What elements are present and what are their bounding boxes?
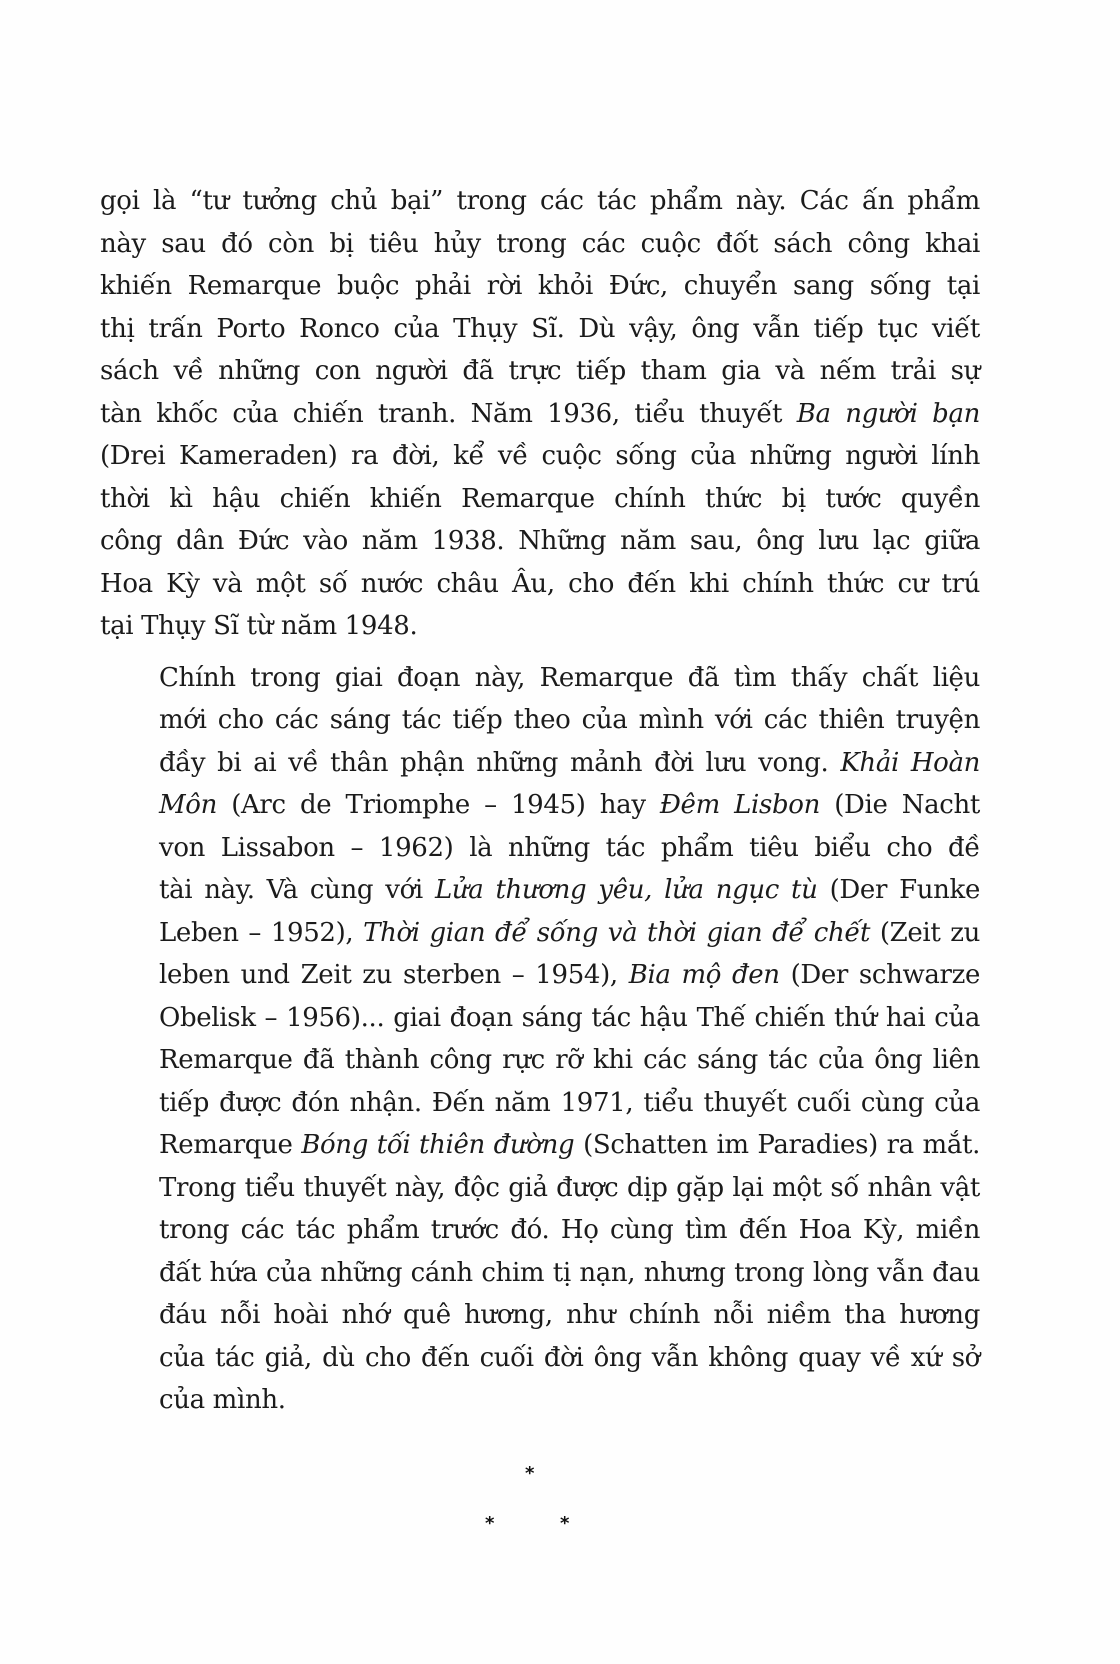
text-run: Remarque đã thành công rực rỡ khi các sáng tác của ông liên [159, 1045, 980, 1075]
text-run: công dân Đức vào năm 1938. Những năm sau, ông lưu lạc giữa [100, 526, 980, 556]
text-line [100, 997, 980, 1040]
text-line [100, 1209, 980, 1252]
text-run: (Der schwarze [779, 960, 980, 990]
text-run: (Arc de Triomphe – 1945) hay [216, 790, 660, 820]
text-run: thời kì hậu chiến khiến Remarque chính thức bị tước quyền [100, 483, 980, 514]
text-run: tại Thụy Sĩ từ năm 1948. [100, 611, 418, 641]
text-line [100, 563, 980, 606]
text-run: tiếp được đón nhận. Đến năm 1971, tiểu thuyết cuối cùng của [159, 1087, 980, 1118]
text-line [100, 1167, 980, 1210]
text-line [100, 954, 980, 997]
text-run: (Drei Kameraden) ra đời, kể về cuộc sống của những người lính [100, 441, 980, 471]
paragraph [100, 657, 980, 1422]
text-line [100, 308, 980, 351]
text-line [100, 478, 980, 521]
text-run: Trong tiểu thuyết này, độc giả được dịp gặp lại một số nhân vật [159, 1172, 980, 1203]
text-line [100, 827, 980, 870]
text-line [100, 1252, 980, 1295]
text-line [100, 699, 980, 742]
italic-title: Lửa thương yêu, lửa ngục tù [434, 875, 818, 905]
text-run: Obelisk – 1956)... giai đoạn sáng tác hậu Thế chiến thứ hai của [159, 1002, 980, 1033]
italic-title: Đêm Lisbon [659, 790, 820, 820]
text-line [100, 393, 980, 436]
text-run: sách về những con người đã trực tiếp tham gia và nếm trải sự [100, 356, 980, 386]
italic-title: Ba người bạn [796, 398, 980, 429]
body-text [100, 180, 980, 1422]
text-run: (Der Funke [817, 875, 981, 905]
text-run: đất hứa của những cánh chim tị nạn, nhưng trong lòng vẫn đau [159, 1257, 980, 1288]
text-line [100, 435, 980, 478]
text-line [100, 784, 980, 827]
text-line [100, 350, 980, 393]
italic-title: Bóng tối thiên đường [301, 1130, 575, 1160]
text-line [100, 180, 980, 223]
text-run: tài này. Và cùng với [159, 875, 435, 905]
text-run: Remarque [159, 1130, 302, 1160]
text-run: tàn khốc của chiến tranh. Năm 1936, tiểu thuyết [100, 398, 797, 429]
text-run: (Zeit zu [870, 917, 980, 948]
text-line [100, 1379, 980, 1422]
text-run: gọi là “tư tưởng chủ bại” trong các tác phẩm này. Các ấn phẩm [100, 186, 980, 216]
text-run: này sau đó còn bị tiêu hủy trong các cuộc đốt sách công khai [100, 228, 980, 259]
text-line [100, 265, 980, 308]
text-run: von Lissabon – 1962) là những tác phẩm tiêu biểu cho đề [159, 832, 980, 863]
text-line [100, 1124, 980, 1167]
paragraph [100, 180, 980, 648]
italic-title: Môn [159, 790, 217, 820]
section-break-asterism [0, 1465, 1120, 1545]
italic-title: Thời gian để sống và thời gian để chết [363, 917, 871, 948]
text-run: Leben – 1952), [159, 917, 364, 948]
text-line [100, 605, 980, 648]
text-run: đầy bi ai về thân phận những mảnh đời lưu vong. [159, 747, 841, 778]
text-line [100, 657, 980, 700]
text-run: của mình. [159, 1385, 286, 1415]
text-line [100, 912, 980, 955]
text-run: mới cho các sáng tác tiếp theo của mình với các thiên truyện [159, 705, 980, 735]
asterism-star: * [485, 1513, 495, 1534]
text-line [100, 1082, 980, 1125]
asterism-star: * [560, 1513, 570, 1534]
text-run: khiến Remarque buộc phải rời khỏi Đức, chuyển sang sống tại [100, 271, 980, 301]
text-run: leben und Zeit zu sterben – 1954), [159, 960, 629, 990]
text-line [100, 520, 980, 563]
asterism-star: * [525, 1463, 535, 1484]
text-run: đáu nỗi hoài nhớ quê hương, như chính nỗi niềm tha hương [159, 1300, 980, 1330]
text-line [100, 1337, 980, 1380]
text-run: Hoa Kỳ và một số nước châu Âu, cho đến khi chính thức cư trú [100, 568, 980, 599]
text-run: của tác giả, dù cho đến cuối đời ông vẫn không quay về xứ sở [159, 1342, 980, 1373]
text-run: thị trấn Porto Ronco của Thụy Sĩ. Dù vậy, ông vẫn tiếp tục viết [100, 313, 980, 344]
text-line [100, 1039, 980, 1082]
text-run: (Die Nacht [819, 790, 980, 820]
italic-title: Bia mộ đen [628, 960, 780, 990]
text-run: trong các tác phẩm trước đó. Họ cùng tìm đến Hoa Kỳ, miền [159, 1215, 980, 1245]
text-run: (Schatten im Paradies) ra mắt. [574, 1130, 981, 1160]
text-line [100, 742, 980, 785]
italic-title: Khải Hoàn [840, 747, 980, 778]
text-line [100, 869, 980, 912]
text-line [100, 223, 980, 266]
text-line [100, 1294, 980, 1337]
text-run: Chính trong giai đoạn này, Remarque đã tìm thấy chất liệu [159, 662, 980, 693]
